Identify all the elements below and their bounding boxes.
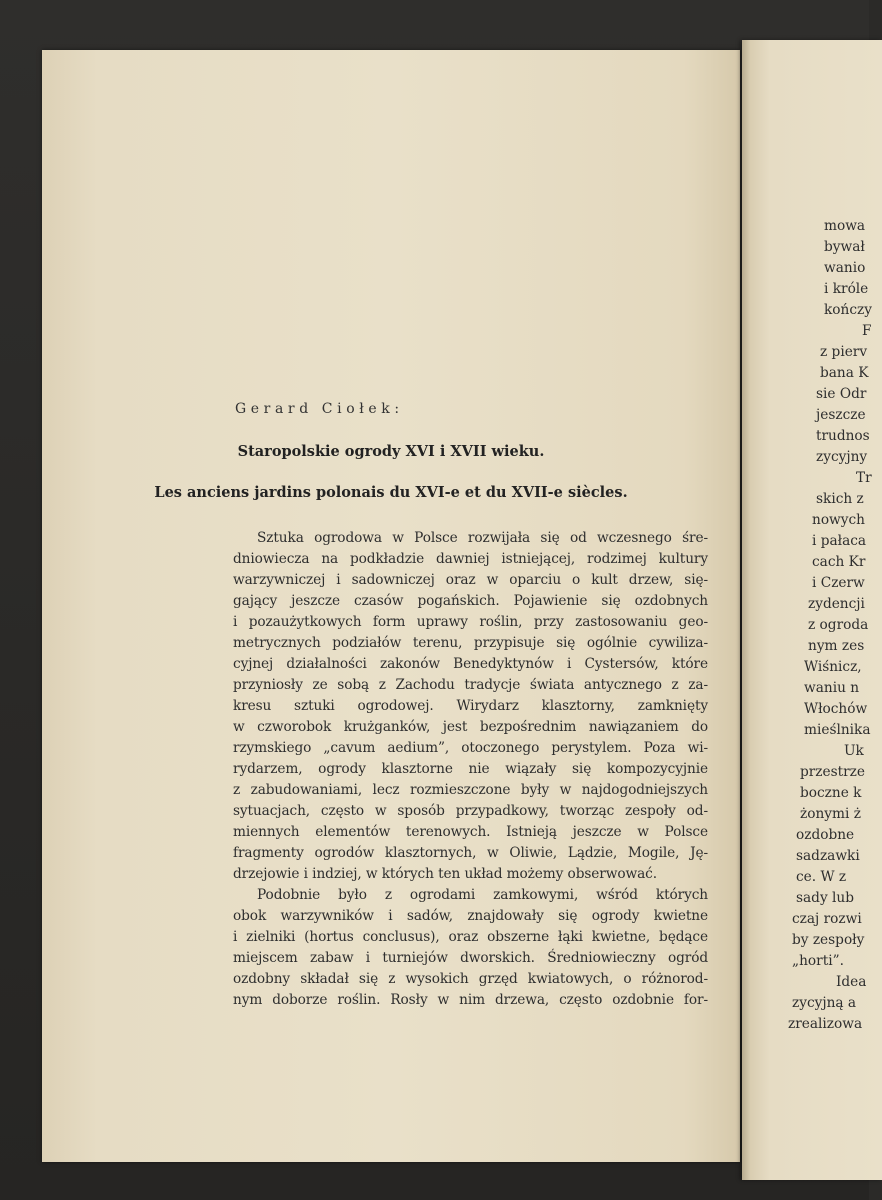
text-line: Sztuka ogrodowa w Polsce rozwijała się od wczesnego śre- [257, 530, 708, 546]
text-line: Włochów [804, 701, 868, 717]
text-line: Tr [856, 470, 872, 486]
text-line: Idea [836, 974, 867, 990]
text-line: z pierv [820, 344, 868, 360]
text-line: i zielniki (hortus conclusus), oraz obszerne łąki kwietne, będące [233, 929, 708, 945]
text-line: cach Kr [812, 554, 866, 570]
author-name: Gerard Ciołek: [235, 401, 404, 417]
text-line: Podobnie było z ogrodami zamkowymi, wśród których [257, 887, 708, 903]
text-line: miejscem zabaw i turniejów dworskich. Średniowieczny ogród [233, 950, 708, 966]
text-line: sadzawki [796, 848, 860, 864]
title-french: Les anciens jardins polonais du XVI-e et du XVII-e siècles. [154, 484, 628, 501]
text-line: sytuacjach, często w sposób przypadkowy, tworząc zespoły od- [233, 803, 708, 819]
text-line: Wiśnicz, [804, 659, 862, 675]
text-line: zycyjny [816, 449, 868, 465]
text-line: by zespoły [792, 932, 865, 948]
text-line: mowa [824, 218, 866, 234]
text-line: mieślnika [804, 722, 871, 738]
text-line: Uk [844, 743, 864, 759]
text-line: dniowiecza na podkładzie dawniej istniejącej, rodzimej kultury [233, 551, 708, 567]
text-line: żonymi ż [800, 806, 861, 822]
text-line: kończy [824, 302, 872, 318]
text-line: sady lub [796, 890, 854, 906]
text-line: F [862, 323, 872, 339]
text-line: z ogroda [808, 617, 869, 633]
text-line: drzejowie i indziej, w których ten układ możemy obserwować. [233, 866, 657, 882]
text-line: boczne k [800, 785, 862, 801]
text-line: trudnos [816, 428, 870, 444]
text-line: nym zes [808, 638, 865, 654]
text-line: przestrze [800, 764, 865, 780]
text-line: rydarzem, ogrody klasztorne nie wiązały się kompozycyjnie [233, 761, 708, 777]
text-line: ozdobny składał się z wysokich grzęd kwiatowych, o różnorod- [233, 971, 708, 987]
text-line: wanio [824, 260, 866, 276]
text-line: i króle [824, 281, 869, 297]
text-line: bana K [820, 365, 869, 381]
text-line: kresu sztuki ogrodowej. Wirydarz klasztorny, zamknięty [233, 698, 708, 714]
text-line: zydencji [808, 596, 865, 612]
text-line: i Czerw [812, 575, 865, 591]
text-line: bywał [824, 239, 865, 255]
title-polish: Staropolskie ogrody XVI i XVII wieku. [237, 443, 545, 460]
text-line: nowych [812, 512, 865, 528]
text-line: metrycznych podziałów terenu, przypisuje się ogólnie cywiliza- [233, 635, 708, 651]
text-line: przyniosły ze sobą z Zachodu tradycje świata antycznego z za- [233, 677, 708, 693]
text-line: ce. W z [796, 869, 847, 885]
text-line: i pozaużytkowych form uprawy roślin, przy zastosowaniu geo- [233, 614, 708, 630]
text-line: „horti”. [792, 953, 844, 969]
text-line: obok warzywników i sadów, znajdowały się ogrody kwietne [233, 908, 708, 924]
text-line: cyjnej działalności zakonów Benedyktynów i Cystersów, które [233, 656, 708, 672]
text-line: zrealizowa [788, 1016, 863, 1032]
text-line: z zabudowaniami, lecz rozmieszczone były w najdogodniejszych [233, 782, 708, 798]
text-line: ozdobne [796, 827, 855, 843]
text-line: miennych elementów terenowych. Istnieją jeszcze w Polsce [233, 824, 708, 840]
text-line: nym doborze roślin. Rosły w nim drzewa, często ozdobnie for- [233, 992, 708, 1008]
text-line: czaj rozwi [792, 911, 862, 927]
text-line: w czworobok krużganków, jest bezpośrednim nawiązaniem do [233, 719, 708, 735]
text-line: jeszcze [816, 407, 866, 423]
text-line: waniu n [804, 680, 860, 696]
text-line: rzymskiego „cavum aedium”, otoczonego perystylem. Poza wi- [233, 740, 708, 756]
text-line: i pałaca [812, 533, 867, 549]
text-line: sie Odr [816, 386, 867, 402]
text-line: warzywniczej i sadowniczej oraz w oparciu o kult drzew, się- [233, 572, 708, 588]
text-line: gający jeszcze czasów pogańskich. Pojawienie się ozdobnych [233, 593, 708, 609]
text-line: fragmenty ogrodów klasztornych, w Oliwie, Lądzie, Mogile, Ję- [233, 845, 708, 861]
text-line: skich z [816, 491, 864, 507]
text-line: zycyjną a [792, 995, 857, 1011]
